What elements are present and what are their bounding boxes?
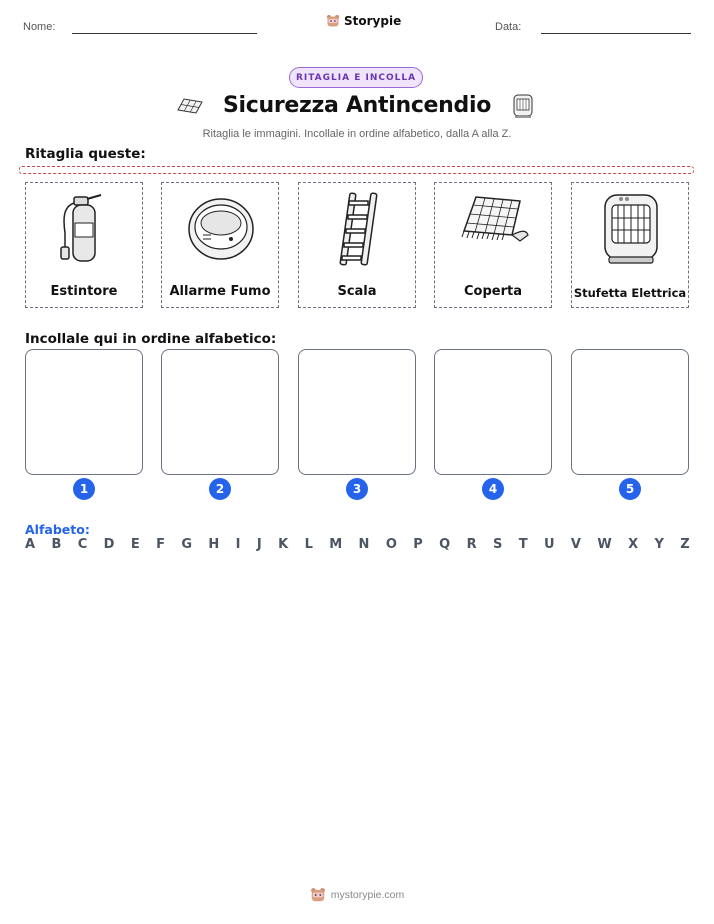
alphabet-letter: W bbox=[597, 537, 612, 552]
bear-logo-icon bbox=[310, 887, 326, 903]
card-label: Allarme Fumo bbox=[169, 284, 271, 299]
date-line[interactable] bbox=[541, 33, 691, 34]
cut-card-allarme-fumo[interactable] bbox=[161, 182, 279, 308]
slot-number: 2 bbox=[209, 478, 231, 500]
alphabet-letter: V bbox=[570, 537, 581, 552]
slot-number: 1 bbox=[73, 478, 95, 500]
cut-card-coperta[interactable] bbox=[434, 182, 552, 308]
smoke-alarm-icon bbox=[181, 189, 261, 269]
page-subtitle: Ritaglia le immagini. Incollale in ordine alfabetico, dalla A alla Z. bbox=[202, 128, 512, 140]
cut-card-stufetta-elettrica[interactable] bbox=[571, 182, 689, 308]
alphabet-letter: T bbox=[518, 537, 528, 552]
cut-card-estintore[interactable] bbox=[25, 182, 143, 308]
alphabet-letter: F bbox=[156, 537, 165, 552]
footer-url[interactable]: mystorypie.com bbox=[330, 889, 405, 901]
date-label: Data: bbox=[495, 21, 522, 33]
alphabet-letter: R bbox=[466, 537, 477, 552]
alphabet-letter: Q bbox=[439, 537, 451, 552]
alphabet-letter: N bbox=[358, 537, 370, 552]
alphabet-letter: O bbox=[385, 537, 397, 552]
alphabet-letter: U bbox=[543, 537, 555, 552]
alphabet-letter: X bbox=[628, 537, 639, 552]
slot-number: 3 bbox=[346, 478, 368, 500]
alphabet-letter: B bbox=[51, 537, 62, 552]
paste-slot-1[interactable] bbox=[25, 349, 143, 475]
paste-slot-2[interactable] bbox=[161, 349, 279, 475]
activity-badge: RITAGLIA E INCOLLA bbox=[289, 67, 423, 88]
page-title: Sicurezza Antincendio bbox=[222, 93, 492, 118]
name-label: Nome: bbox=[23, 21, 56, 33]
brand-name: Storypie bbox=[344, 14, 402, 28]
heater-decor-icon bbox=[512, 93, 534, 123]
alphabet-letter: S bbox=[492, 537, 503, 552]
brand-logo bbox=[326, 14, 401, 28]
name-line[interactable] bbox=[72, 33, 257, 34]
card-label: Coperta bbox=[464, 284, 522, 299]
space-heater-icon bbox=[591, 189, 671, 269]
alphabet-letter: P bbox=[413, 537, 423, 552]
bear-logo-icon bbox=[326, 14, 340, 28]
alphabet-letter: J bbox=[256, 537, 262, 552]
card-label: Scala bbox=[337, 284, 377, 299]
alphabet-letter: I bbox=[235, 537, 241, 552]
alphabet-letter: A bbox=[25, 537, 36, 552]
alphabet-letter: M bbox=[329, 537, 343, 552]
alphabet-letter: G bbox=[181, 537, 193, 552]
paste-slot-5[interactable] bbox=[571, 349, 689, 475]
alphabet-letter: Z bbox=[680, 537, 690, 552]
footer bbox=[0, 887, 714, 903]
alphabet-letter: L bbox=[304, 537, 313, 552]
cut-heading: Ritaglia queste: bbox=[25, 146, 146, 162]
card-label: Estintore bbox=[50, 284, 118, 299]
alphabet-letter: H bbox=[208, 537, 220, 552]
alphabet-heading: Alfabeto: bbox=[25, 522, 90, 537]
blanket-icon bbox=[454, 189, 534, 269]
paste-slot-4[interactable] bbox=[434, 349, 552, 475]
alphabet-letter: C bbox=[77, 537, 88, 552]
alphabet-row bbox=[25, 537, 690, 552]
slot-number: 4 bbox=[482, 478, 504, 500]
paste-slot-3[interactable] bbox=[298, 349, 416, 475]
alphabet-letter: K bbox=[278, 537, 289, 552]
cut-card-scala[interactable] bbox=[298, 182, 416, 308]
alphabet-letter: D bbox=[103, 537, 115, 552]
alphabet-letter: E bbox=[130, 537, 140, 552]
card-label: Stufetta Elettrica bbox=[573, 286, 687, 300]
slot-number: 5 bbox=[619, 478, 641, 500]
cut-line bbox=[19, 166, 694, 174]
fire-extinguisher-icon bbox=[45, 189, 125, 269]
ladder-icon bbox=[318, 189, 398, 269]
alphabet-letter: Y bbox=[654, 537, 664, 552]
paste-heading: Incollale qui in ordine alfabetico: bbox=[25, 331, 277, 347]
